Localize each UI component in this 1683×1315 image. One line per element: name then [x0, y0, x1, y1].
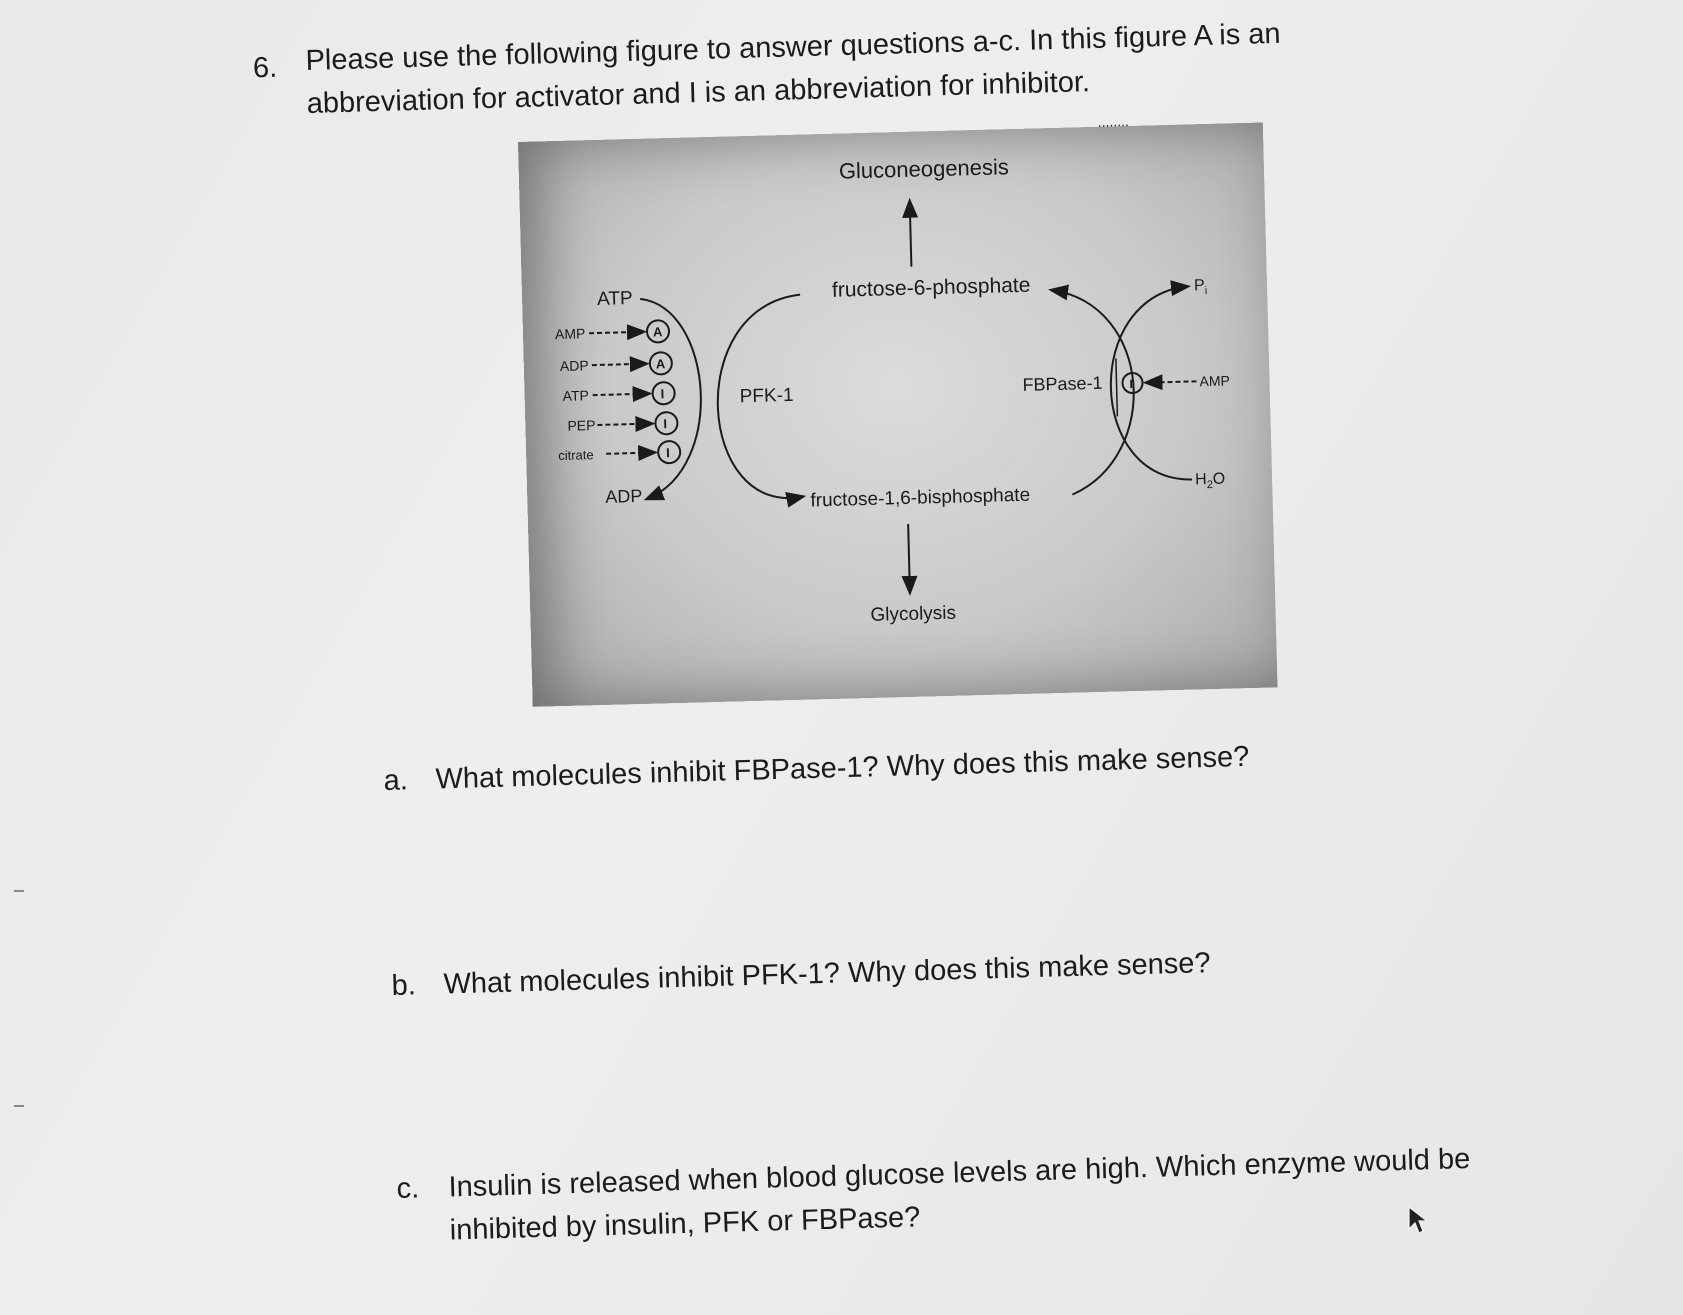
glycolysis-arrow: [908, 524, 910, 592]
subquestion-b-label: b.: [391, 969, 417, 1002]
svg-text:AMP: AMP: [554, 325, 586, 343]
left-adp-label: ADP: [605, 485, 643, 507]
subquestion-c-text: Insulin is released when blood glucose levels are high. Which enzyme would be inhibited by insulin, PFK or FBPase?: [448, 1143, 1471, 1247]
pfk-regulator-pep: [567, 412, 678, 437]
question-intro: Please use the following figure to answer questions a-c. In this figure A is an abbreviation for activator and I is an abbreviation for inhibitor.: [305, 17, 1281, 120]
pfk-regulator-atp: [562, 382, 675, 407]
pfk-regulator-adp: [560, 352, 673, 377]
subquestion-c: [396, 1137, 1508, 1254]
pfk-label: PFK-1: [739, 384, 794, 408]
h2o-label: $H_2O$: [1194, 470, 1226, 492]
svg-text:I: I: [665, 445, 671, 461]
pi-label: $P_i$: [1193, 277, 1208, 298]
fbpase-cofactor-arc: [1108, 287, 1192, 482]
svg-text:I: I: [1129, 376, 1134, 392]
edge-mark: [14, 1105, 24, 1107]
subquestion-b: [391, 942, 1211, 1008]
f6p-label: fructose-6-phosphate: [831, 273, 1031, 302]
subquestion-a-label: a.: [383, 764, 409, 797]
svg-text:ATP: ATP: [562, 387, 590, 404]
subquestion-a: [383, 736, 1250, 803]
pfk-cofactor-arc: [640, 297, 703, 498]
fbpase-divider: [1116, 358, 1118, 416]
pathway-diagram: [518, 113, 1278, 706]
glycolysis-label: Glycolysis: [870, 602, 957, 626]
pfk-regulator-amp: [555, 320, 670, 345]
gluconeogenesis-arrow: [910, 202, 912, 267]
svg-text:ADP: ADP: [559, 357, 589, 374]
top-right-fragment: ........: [1097, 113, 1129, 130]
svg-text:I: I: [660, 386, 665, 402]
subquestion-a-text: What molecules inhibit FBPase-1? Why does this make sense?: [435, 740, 1250, 796]
regulation-figure: [518, 113, 1278, 706]
svg-text:A: A: [652, 324, 663, 340]
fbpase-regulator-amp: [1122, 370, 1230, 393]
mouse-pointer-icon: [1407, 1205, 1431, 1237]
f16bp-label: fructose-1,6-bisphosphate: [810, 484, 1031, 512]
subquestion-c-label: c.: [396, 1172, 420, 1205]
svg-text:citrate: citrate: [558, 447, 594, 464]
gluconeogenesis-label: Gluconeogenesis: [838, 154, 1010, 184]
edge-mark: [14, 890, 24, 892]
svg-text:A: A: [655, 356, 666, 372]
pfk-regulator-citrate: [558, 441, 681, 466]
left-atp-label: ATP: [596, 288, 633, 310]
question-number: 6.: [252, 51, 278, 85]
svg-text:AMP: AMP: [1199, 372, 1231, 390]
subquestion-b-text: What molecules inhibit PFK-1? Why does this make sense?: [443, 947, 1211, 1001]
svg-text:PEP: PEP: [567, 417, 596, 434]
svg-text:I: I: [663, 416, 668, 432]
fbpase-label: FBPase-1: [1022, 372, 1103, 395]
